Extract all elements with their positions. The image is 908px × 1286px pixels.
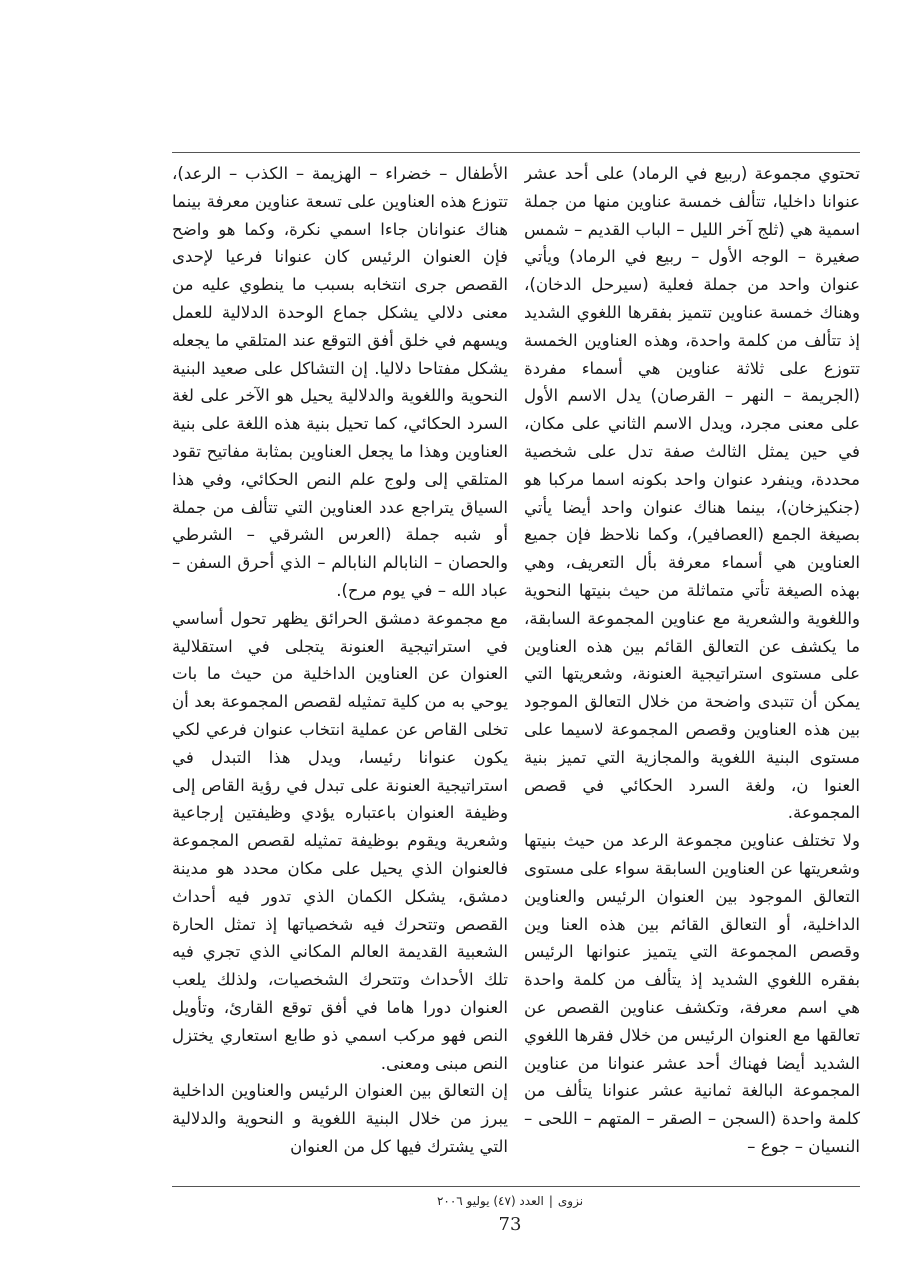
issue-info: العدد (٤٧) يوليو ٢٠٠٦ xyxy=(436,1194,544,1208)
paragraph: مع مجموعة دمشق الحرائق يظهر تحول أساسي في استراتيجية العنونة يتجلى في استقلالية العنوان عن العناوين الداخلية من حيث ما بات يوحي به من كلية تمثيله لقصص المجموعة بعد أن تخلى القاص عن عملية انتخاب عنوان فرعي لكي يكون عنوانا رئيسا، ويدل هذا التبدل في استراتيجية العنونة على تبدل في رؤية القاص إلى وظيفة العنوان باعتباره يؤدي وظيفتين إرجاعية وشعرية ويقوم بوظيفة تمثيله لقصص المجموعة فالعنوان الذي يحيل على مكان محدد هو مدينة دمشق، يشكل الكمان الذي تدور فيه أحداث القصص وتتحرك فيه شخصياتها إذ تمثل الحارة الشعبية القديمة العالم المكاني الذي تجري فيه تلك الأحداث وتتحرك الشخصيات، ولذلك يلعب العنوان دورا هاما في أفق توقع القارئ، وتأويل النص فهو مركب اسمي ذو طابع استعاري يختزل النص مبنى ومعنى. xyxy=(172,608,508,1073)
top-divider xyxy=(172,152,860,153)
paragraph: تحتوي مجموعة (ربيع في الرماد) على أحد عشر عنوانا داخليا، تتألف خمسة عناوين منها من جملة اسمية هي (ثلج آخر الليل – الباب القديم – شمس صغيرة – الوجه الأول – ربيع في الرماد) ويأتي عنوان واحد من جملة فعلية (سيرحل الدخان)، وهناك خمسة عناوين تتميز بفقرها اللغوي الشديد إذ تتألف من كلمة واحدة، وهذه العناوين الخمسة تتوزع على ثلاثة عناوين هي أسماء مفردة (الجريمة – النهر – القرصان) يدل الاسم الأول على معنى مجرد، ويدل الاسم الثاني على مكان، في حين يمثل الثالث صفة تدل على شخصية محددة، وينفرد عنوان واحد بكونه اسما مركبا هو (جنكيزخان)، بينما هناك عنوان واحد أيضا يأتي بصيغة الجمع (العصافير)، وكما نلاحظ فإن جميع العناوين هي أسماء معرفة بأل التعريف، وهي بهذه الصيغة تأتي متماثلة من حيث بنيتها النحوية واللغوية والشعرية مع عناوين المجموعة السابقة، ما يكشف عن التعالق القائم بين هذه العناوين على مستوى استراتيجية العنونة، وشعريتها التي يمكن أن تتبدى واضحة من خلال التعالق الموجود بين هذه العناوين وقصص المجموعة لاسيما على مستوى البنية اللغوية والمجازية التي تميز بنية العنوا ن، ولغة السرد الحكائي في قصص المجموعة. xyxy=(524,164,860,823)
paragraph: إن التعالق بين العنوان الرئيس والعناوين الداخلية يبرز من خلال البنية اللغوية و النحوية والدلالية التي يشترك فيها كل من العنوان xyxy=(172,1081,508,1156)
page-footer xyxy=(300,1192,720,1238)
paragraph: ولا تختلف عناوين مجموعة الرعد من حيث بنيتها وشعريتها عن العناوين السابقة سواء على مستوى التعالق الموجود بين العنوان الرئيس والعناوين الداخلية، أو التعالق القائم بين هذه العنا وين وقصص المجموعة التي يتميز عنوانها الرئيس بفقره اللغوي الشديد إذ يتألف من كلمة واحدة هي اسم معرفة، وتكشف عناوين القصص عن تعالقها مع العنوان الرئيس من خلال فقرها اللغوي الشديد أيضا فهناك أحد عشر عنوانا من عناوين المجموعة البالغة ثمانية عشر عنوانا يتألف من كلمة واحدة (السجن – الصقر – المتهم – اللحى – النسيان – جوع – xyxy=(524,831,860,1156)
journal-name: نزوى xyxy=(557,1194,584,1208)
journal-line xyxy=(300,1192,720,1210)
page-number: 73 xyxy=(498,1214,522,1235)
paragraph: الأطفال – خضراء – الهزيمة – الكذب – الرعد)، تتوزع هذه العناوين على تسعة عناوين معرفة بينما هناك عنوانان جاءا اسمي نكرة، وكما هو واضح فإن العنوان الرئيس كان عنوانا فرعيا لإحدى القصص جرى انتخابه بسبب ما ينطوي عليه من معنى دلالي يشكل جماع الوحدة الدلالية للعمل ويسهم في خلق أفق التوقع عند المتلقي ما يجعله يشكل مفتاحا دلاليا. إن التشاكل على صعيد البنية النحوية واللغوية والدلالية يحيل هو الآخر على لغة السرد الحكائي، كما تحيل بنية هذه اللغة على بنية العناوين وهذا ما يجعل العناوين بمثابة مفاتيح تقود المتلقي إلى ولوج علم النص الحكائي، وفي هذا السياق يتراجع عدد العناوين التي تتألف من جملة أو شبه جملة (العرس الشرقي – الشرطي والحصان – النابالم النابالم – الذي أحرق السفن – عباد الله – في يوم مرح). xyxy=(172,164,508,600)
left-column xyxy=(172,160,508,1180)
right-column xyxy=(524,160,860,1180)
footer-separator: | xyxy=(548,1194,553,1208)
bottom-divider xyxy=(172,1186,860,1187)
article-body xyxy=(172,160,860,1180)
